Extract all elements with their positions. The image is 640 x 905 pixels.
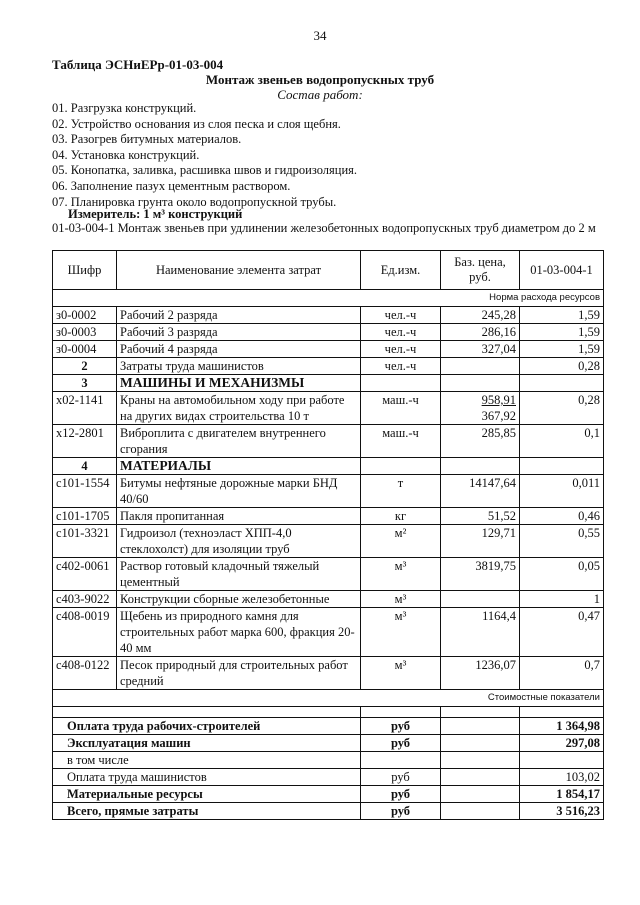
total-unit: руб <box>361 735 441 752</box>
row-name: Песок природный для строительных работ средний <box>117 657 361 690</box>
total-row <box>53 786 604 803</box>
row-code: с101-1705 <box>53 508 117 525</box>
row-code: з0-0003 <box>53 324 117 341</box>
table-row <box>53 475 604 508</box>
row-norm: 0,1 <box>520 425 604 458</box>
measurement-unit: Измеритель: 1 м³ конструкций <box>68 207 243 221</box>
row-name: Конструкции сборные железобетонные <box>117 591 361 608</box>
table-header-row <box>53 251 604 290</box>
page-number: 34 <box>313 28 327 43</box>
work-step: 04. Установка конструкций. <box>52 147 200 162</box>
section-row <box>53 358 604 375</box>
row-code: с408-0019 <box>53 608 117 657</box>
total-unit: руб <box>361 786 441 803</box>
cost-band-row <box>53 690 604 707</box>
row-unit: м³ <box>361 591 441 608</box>
work-steps-list <box>52 101 357 210</box>
total-unit: руб <box>361 769 441 786</box>
row-name: Рабочий 3 разряда <box>117 324 361 341</box>
total-label: Всего, прямые затраты <box>53 803 361 820</box>
work-step: 07. Планировка грунта около водопропускной трубы. <box>52 194 337 209</box>
empty-cell <box>441 707 520 718</box>
row-name: Рабочий 2 разряда <box>117 307 361 324</box>
empty-cell <box>441 752 520 769</box>
header-unit: Ед.изм. <box>361 251 441 290</box>
row-price: 245,28 <box>441 307 520 324</box>
norm-band-label: Норма расхода ресурсов <box>53 290 604 307</box>
row-name: Пакля пропитанная <box>117 508 361 525</box>
total-value: 297,08 <box>520 735 604 752</box>
row-price: 3819,75 <box>441 558 520 591</box>
header-code: Шифр <box>53 251 117 290</box>
total-row <box>53 803 604 820</box>
row-name: Раствор готовый кладочный тяжелый цементный <box>117 558 361 591</box>
empty-cell <box>441 458 520 475</box>
row-unit: м³ <box>361 657 441 690</box>
total-label: Оплата труда рабочих-строителей <box>53 718 361 735</box>
total-label: в том числе <box>53 752 361 769</box>
row-unit: кг <box>361 508 441 525</box>
row-code: с101-1554 <box>53 475 117 508</box>
row-unit: чел.-ч <box>361 307 441 324</box>
section-norm: 0,28 <box>520 358 604 375</box>
row-price: 1236,07 <box>441 657 520 690</box>
row-unit: чел.-ч <box>361 341 441 358</box>
table-row <box>53 558 604 591</box>
section-row <box>53 375 604 392</box>
empty-cell <box>361 458 441 475</box>
total-value: 3 516,23 <box>520 803 604 820</box>
work-step: 03. Разогрев битумных материалов. <box>52 132 242 147</box>
empty-cell <box>520 458 604 475</box>
table-row <box>53 657 604 690</box>
row-norm: 0,05 <box>520 558 604 591</box>
row-name: Щебень из природного камня для строительных работ марка 600, фракция 20-40 мм <box>117 608 361 657</box>
row-code: с408-0122 <box>53 657 117 690</box>
table-row <box>53 324 604 341</box>
empty-cell <box>441 358 520 375</box>
row-norm: 0,55 <box>520 525 604 558</box>
row-unit: чел.-ч <box>361 324 441 341</box>
row-norm: 1,59 <box>520 341 604 358</box>
total-unit: руб <box>361 718 441 735</box>
row-price: 129,71 <box>441 525 520 558</box>
row-price: 286,16 <box>441 324 520 341</box>
empty-cell <box>520 375 604 392</box>
row-norm: 1,59 <box>520 324 604 341</box>
table-caption: 01-03-004-1 Монтаж звеньев при удлинении железобетонных водопропускных труб диаметром до 2 м <box>52 221 596 235</box>
row-norm: 1,59 <box>520 307 604 324</box>
row-price: 14147,64 <box>441 475 520 508</box>
row-code: х02-1141 <box>53 392 117 425</box>
total-row <box>53 718 604 735</box>
row-price: 285,85 <box>441 425 520 458</box>
empty-cell <box>361 707 441 718</box>
header-norm: 01-03-004-1 <box>520 251 604 290</box>
table-row <box>53 591 604 608</box>
spacer-row <box>53 707 604 718</box>
empty-cell <box>361 375 441 392</box>
header-name: Наименование элемента затрат <box>117 251 361 290</box>
work-composition-heading: Состав работ: <box>277 87 363 102</box>
total-value: 1 364,98 <box>520 718 604 735</box>
empty-cell <box>441 375 520 392</box>
row-unit: м² <box>361 525 441 558</box>
row-unit: т <box>361 475 441 508</box>
norm-band-row <box>53 290 604 307</box>
cost-band-label: Стоимостные показатели <box>53 690 604 707</box>
empty-cell <box>441 769 520 786</box>
total-value: 1 854,17 <box>520 786 604 803</box>
work-step: 05. Конопатка, заливка, расшивка швов и гидроизоляция. <box>52 163 358 178</box>
row-price <box>441 591 520 608</box>
table-row <box>53 525 604 558</box>
section-number: 2 <box>53 358 117 375</box>
row-code: с402-0061 <box>53 558 117 591</box>
section-unit: чел.-ч <box>361 358 441 375</box>
row-unit: маш.-ч <box>361 425 441 458</box>
row-price: 327,04 <box>441 341 520 358</box>
row-price-secondary: 367,92 <box>481 409 516 423</box>
table-title: Таблица ЭСНиЕРр-01-03-004 <box>52 57 224 72</box>
total-row <box>53 735 604 752</box>
row-norm: 0,011 <box>520 475 604 508</box>
total-value: 103,02 <box>520 769 604 786</box>
row-name: Рабочий 4 разряда <box>117 341 361 358</box>
total-label: Эксплуатация машин <box>53 735 361 752</box>
section-row <box>53 458 604 475</box>
row-name: Краны на автомобильном ходу при работе на других видах строительства 10 т <box>117 392 361 425</box>
total-label: Оплата труда машинистов <box>53 769 361 786</box>
row-unit: м³ <box>361 558 441 591</box>
table-row <box>53 341 604 358</box>
section-number: 4 <box>53 458 117 475</box>
total-row <box>53 769 604 786</box>
row-norm: 1 <box>520 591 604 608</box>
table-row <box>53 425 604 458</box>
empty-cell <box>520 707 604 718</box>
row-code: з0-0002 <box>53 307 117 324</box>
total-row <box>53 752 604 769</box>
row-code: с101-3321 <box>53 525 117 558</box>
row-code: з0-0004 <box>53 341 117 358</box>
row-price: 51,52 <box>441 508 520 525</box>
row-price-main: 958,91 <box>481 393 516 407</box>
total-label: Материальные ресурсы <box>53 786 361 803</box>
section-number: 3 <box>53 375 117 392</box>
row-norm: 0,28 <box>520 392 604 425</box>
total-value <box>520 752 604 769</box>
row-name: Битумы нефтяные дорожные марки БНД 40/60 <box>117 475 361 508</box>
resource-table <box>52 250 604 820</box>
table-row <box>53 508 604 525</box>
row-norm: 0,46 <box>520 508 604 525</box>
total-unit <box>361 752 441 769</box>
row-price: 1164,4 <box>441 608 520 657</box>
work-step: 06. Заполнение пазух цементным раствором. <box>52 178 291 193</box>
row-unit: маш.-ч <box>361 392 441 425</box>
row-code: х12-2801 <box>53 425 117 458</box>
document-heading: Монтаж звеньев водопропускных труб <box>205 72 435 87</box>
row-unit: м³ <box>361 608 441 657</box>
section-title: МАТЕРИАЛЫ <box>117 458 361 475</box>
row-name: Гидроизол (техноэласт ХПП-4,0 стеклохолст) для изоляции труб <box>117 525 361 558</box>
section-name: Затраты труда машинистов <box>117 358 361 375</box>
table-row <box>53 608 604 657</box>
row-norm: 0,7 <box>520 657 604 690</box>
row-price <box>441 392 520 425</box>
work-step: 02. Устройство основания из слоя песка и слоя щебня. <box>52 116 341 131</box>
header-price: Баз. цена, руб. <box>441 251 520 290</box>
section-title: МАШИНЫ И МЕХАНИЗМЫ <box>117 375 361 392</box>
empty-cell <box>441 718 520 735</box>
empty-cell <box>441 803 520 820</box>
table-row <box>53 392 604 425</box>
row-code: с403-9022 <box>53 591 117 608</box>
row-norm: 0,47 <box>520 608 604 657</box>
work-step: 01. Разгрузка конструкций. <box>52 101 197 115</box>
total-unit: руб <box>361 803 441 820</box>
empty-cell <box>53 707 361 718</box>
empty-cell <box>441 786 520 803</box>
row-name: Виброплита с двигателем внутреннего сгорания <box>117 425 361 458</box>
empty-cell <box>441 735 520 752</box>
table-row <box>53 307 604 324</box>
